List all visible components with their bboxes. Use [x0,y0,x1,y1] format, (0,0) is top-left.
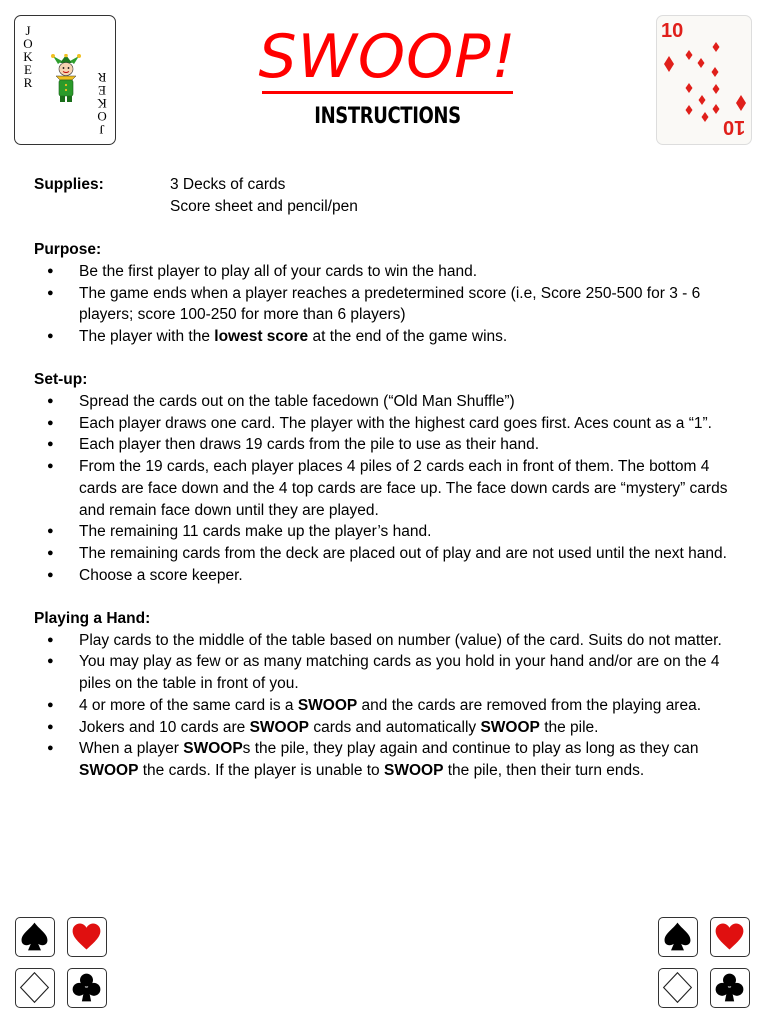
joker-letter: K [23,49,33,64]
list-item: ● Jokers and 10 cards are SWOOP cards and automatically SWOOP the pile. [34,717,746,739]
heart-icon [67,917,107,957]
list-item: ● When a player SWOOPs the pile, they play again and continue to play as long as they can SWOOP the cards. If the player is unable to SWOOP the pile, then their turn ends. [34,738,746,781]
supplies-item: Score sheet and pencil/pen [170,197,358,215]
supplies-label: Supplies: [34,176,104,193]
list-item: ● The remaining cards from the deck are placed out of play and are not used until the next hand. [34,543,746,565]
purpose-heading: Purpose: [34,241,102,259]
playing-list [34,630,746,782]
list-item: ● 4 or more of the same card is a SWOOP and the cards are removed from the playing area. [34,695,746,717]
supplies-item: 3 Decks of cards [170,176,286,193]
joker-letter: O [23,36,33,51]
list-item: ● From the 19 cards, each player places 4 piles of 2 cards each in front of them. The bottom 4 cards are face down and the 4 top cards are face up. The face down cards are “mystery” cards and remain face down until they are played. [34,456,746,521]
joker-label-bottom [95,71,109,136]
bold-term: SWOOP [383,761,444,779]
list-item: ● Be the first player to play all of your cards to win the hand. [34,261,746,283]
list-item: ● Spread the cards out on the table facedown (“Old Man Shuffle”) [34,391,746,413]
playing-section [34,608,746,782]
supplies-list [170,174,358,217]
bold-term: SWOOP [297,696,358,714]
card-rank-top: 10 [661,20,684,42]
club-icon [67,968,107,1008]
setup-list [34,391,746,586]
bold-term: SWOOP [183,740,243,758]
setup-section [34,369,746,586]
joker-label-top [21,24,35,89]
list-item: ● Each player then draws 19 cards from the pile to use as their hand. [34,434,746,456]
bold-term: lowest score [214,327,309,345]
joker-letter: R [97,70,107,85]
joker-jester-icon [50,54,82,104]
list-item: ● The player with the lowest score at the end of the game wins. [34,326,746,348]
spade-icon [658,917,698,957]
joker-letter: E [98,83,106,98]
list-item: ● Choose a score keeper. [34,565,746,587]
joker-letter: O [97,109,107,124]
list-item: ● You may play as few or as many matching cards as you hold in your hand and/or are on the 4 piles on the table in front of you. [34,651,746,694]
instructions-body [34,174,746,782]
purpose-section [34,239,746,348]
list-item: ● The game ends when a player reaches a predetermined score (i.e, Score 250-500 for 3 - 6 players; score 100-250 for more than 6 players) [34,283,746,326]
bold-term: SWOOP [79,761,139,779]
heart-icon [710,917,750,957]
joker-letter: K [97,96,107,111]
purpose-list [34,261,746,348]
diamond-icon [15,968,55,1008]
spade-icon [15,917,55,957]
list-item: ● Play cards to the middle of the table based on number (value) of the card. Suits do not matter. [34,630,746,652]
page-title [240,22,535,94]
page-subtitle: INSTRUCTIONS [314,104,461,129]
setup-heading: Set-up: [34,371,88,389]
list-item: ● The remaining 11 cards make up the player’s hand. [34,521,746,543]
joker-letter: E [24,62,32,77]
joker-card [14,15,116,145]
diamond-icon [658,968,698,1008]
joker-letter: R [23,75,33,90]
bold-term: SWOOP [480,718,540,736]
supplies-section [34,174,746,217]
title-text: SWOOP! [258,22,517,92]
bold-term: SWOOP [249,718,310,736]
ten-of-diamonds-card [656,15,752,145]
list-item: ● Each player draws one card. The player with the highest card goes first. Aces count as a “1”. [34,413,746,435]
diamond-pips-icon [657,16,753,146]
club-icon [710,968,750,1008]
playing-heading: Playing a Hand: [34,610,151,628]
joker-letter: J [99,122,105,137]
card-rank-bottom: 10 [722,116,745,138]
joker-letter: J [25,23,31,38]
